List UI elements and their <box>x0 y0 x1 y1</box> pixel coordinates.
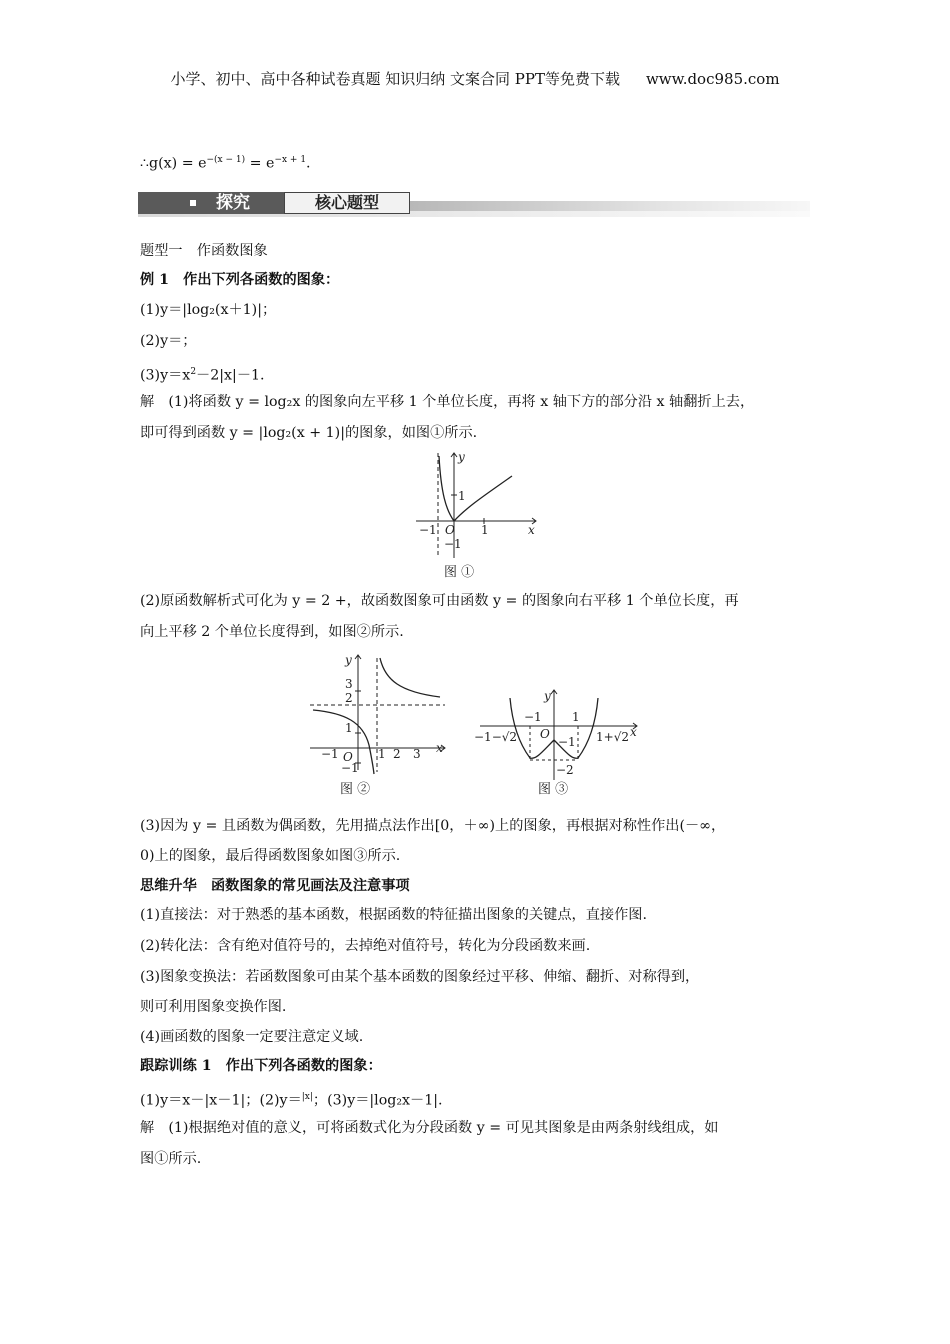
fig1-label-x1: 1 <box>481 523 489 537</box>
fig3-label-x1: 1 <box>572 710 580 724</box>
fig1-label-y: y <box>458 450 465 464</box>
practice-b: ；(3)y＝|log₂x－1|. <box>312 1092 443 1109</box>
fig3-label-xm1: −1 <box>524 710 542 724</box>
solution-line-1: 解 (1)将函数 y = log₂x 的图象向左平移 1 个单位长度，再将 x 轴下方的部分沿 x 轴翻折上去， <box>140 394 755 410</box>
formula-end: . <box>306 155 311 172</box>
summary-item-3-cont: 则可利用图象变换作图. <box>140 999 287 1015</box>
fig1-caption: 图 ① <box>444 565 475 580</box>
practice-solution-2: 图①所示. <box>140 1151 202 1167</box>
square-icon <box>190 200 196 206</box>
summary-heading: 思维升华 函数图象的常见画法及注意事项 <box>140 878 410 894</box>
page-header <box>0 68 950 89</box>
fig2-label-x3: 3 <box>413 747 421 761</box>
fig3-label-ym2: −2 <box>556 763 574 777</box>
summary-item-1: (1)直接法：对于熟悉的基本函数，根据函数的特征描出图象的关键点，直接作图. <box>140 907 647 923</box>
item3-a: (3)y＝x <box>140 367 191 384</box>
section-banner <box>138 190 810 230</box>
fig1-label-o: O <box>445 523 455 537</box>
fig1-label-y1: 1 <box>458 489 466 503</box>
solution-line-5: (3)因为 y = 且函数为偶函数，先用描点法作出[0，＋∞)上的图象，再根据对称性作出(－∞， <box>140 818 726 834</box>
fig3-label-y: y <box>544 689 551 703</box>
formula-prefix: ∴g(x) = e <box>140 155 207 172</box>
fig2-label-ym1: −1 <box>341 761 359 775</box>
fig3-label-o: O <box>540 727 550 741</box>
example-heading: 例 1 作出下列各函数的图象： <box>140 272 340 288</box>
formula-mid: = e <box>245 155 275 172</box>
fig2-label-x1: 1 <box>378 747 386 761</box>
fig3-caption: 图 ③ <box>538 782 569 797</box>
solution-line-4: 向上平移 2 个单位长度得到，如图②所示. <box>140 624 404 640</box>
item3-sup: 2 <box>190 367 197 377</box>
fig2-label-y1: 1 <box>345 721 353 735</box>
banner-label-left <box>138 192 284 214</box>
solution-line-6: 0)上的图象，最后得函数图象如图③所示. <box>140 848 401 864</box>
fig2-label-y: y <box>345 653 352 667</box>
practice-items <box>140 1087 443 1111</box>
fig2-label-x2: 2 <box>393 747 401 761</box>
item3-b: －2|x|－1. <box>196 367 265 384</box>
practice-a: (1)y＝x－|x－1|；(2)y＝ <box>140 1092 302 1109</box>
figure-2 <box>305 650 455 800</box>
summary-item-2: (2)转化法：含有绝对值符号的，去掉绝对值符号，转化为分段函数来画. <box>140 938 591 954</box>
example-item-1: (1)y＝|log₂(x＋1)|； <box>140 302 277 318</box>
figure-1 <box>408 448 548 583</box>
fig1-label-x: x <box>528 523 535 537</box>
fig2-label-x: x <box>436 741 443 755</box>
header-url[interactable]: www.doc985.com <box>645 70 780 88</box>
banner-left-text: 探究 <box>216 193 250 213</box>
formula-exp2: −x + 1 <box>274 155 307 165</box>
fig1-curve-left <box>439 456 454 521</box>
practice-heading: 跟踪训练 1 作出下列各函数的图象： <box>140 1058 382 1074</box>
formula-exp1: −(x − 1) <box>206 155 246 165</box>
fig2-label-y3: 3 <box>345 677 353 691</box>
fig3-label-x: x <box>630 725 637 739</box>
practice-solution-1: 解 (1)根据绝对值的意义，可将函数式化为分段函数 y = 可见其图象是由两条射线组成，如 <box>140 1120 719 1136</box>
figure-3 <box>472 680 647 800</box>
fig3-label-ym1: −1 <box>558 735 576 749</box>
section-title: 题型一 作函数图象 <box>140 243 268 259</box>
header-text: 小学、初中、高中各种试卷真题 知识归纳 文案合同 PPT等免费下载 <box>170 70 620 88</box>
fig3-label-xr: 1+√2 <box>596 730 629 744</box>
summary-item-4: (4)画函数的图象一定要注意定义域. <box>140 1029 364 1045</box>
example-item-2: (2)y＝； <box>140 333 197 349</box>
summary-item-3: (3)图象变换法：若函数图象可由某个基本函数的图象经过平移、伸缩、翻折、对称得到， <box>140 969 700 985</box>
fig2-label-xm1: −1 <box>321 747 339 761</box>
solution-line-2: 即可得到函数 y = |log₂(x + 1)|的图象，如图①所示. <box>140 425 478 441</box>
fig1-label-xm1: −1 <box>419 523 437 537</box>
example-item-3 <box>140 362 265 386</box>
banner-label-right: 核心题型 <box>284 192 410 214</box>
fig2-caption: 图 ② <box>340 782 371 797</box>
practice-sup: |x| <box>301 1092 313 1102</box>
fig2-label-y2: 2 <box>345 691 353 705</box>
fig2-curve-right <box>380 658 440 697</box>
top-formula <box>140 150 311 174</box>
fig2-label-o: O <box>343 750 353 764</box>
fig3-label-xl: −1−√2 <box>474 730 518 744</box>
fig1-label-ym1: −1 <box>444 537 462 551</box>
solution-line-3: (2)原函数解析式可化为 y = 2 +，故函数图象可由函数 y = 的图象向右平移 1 个单位长度，再 <box>140 593 739 609</box>
